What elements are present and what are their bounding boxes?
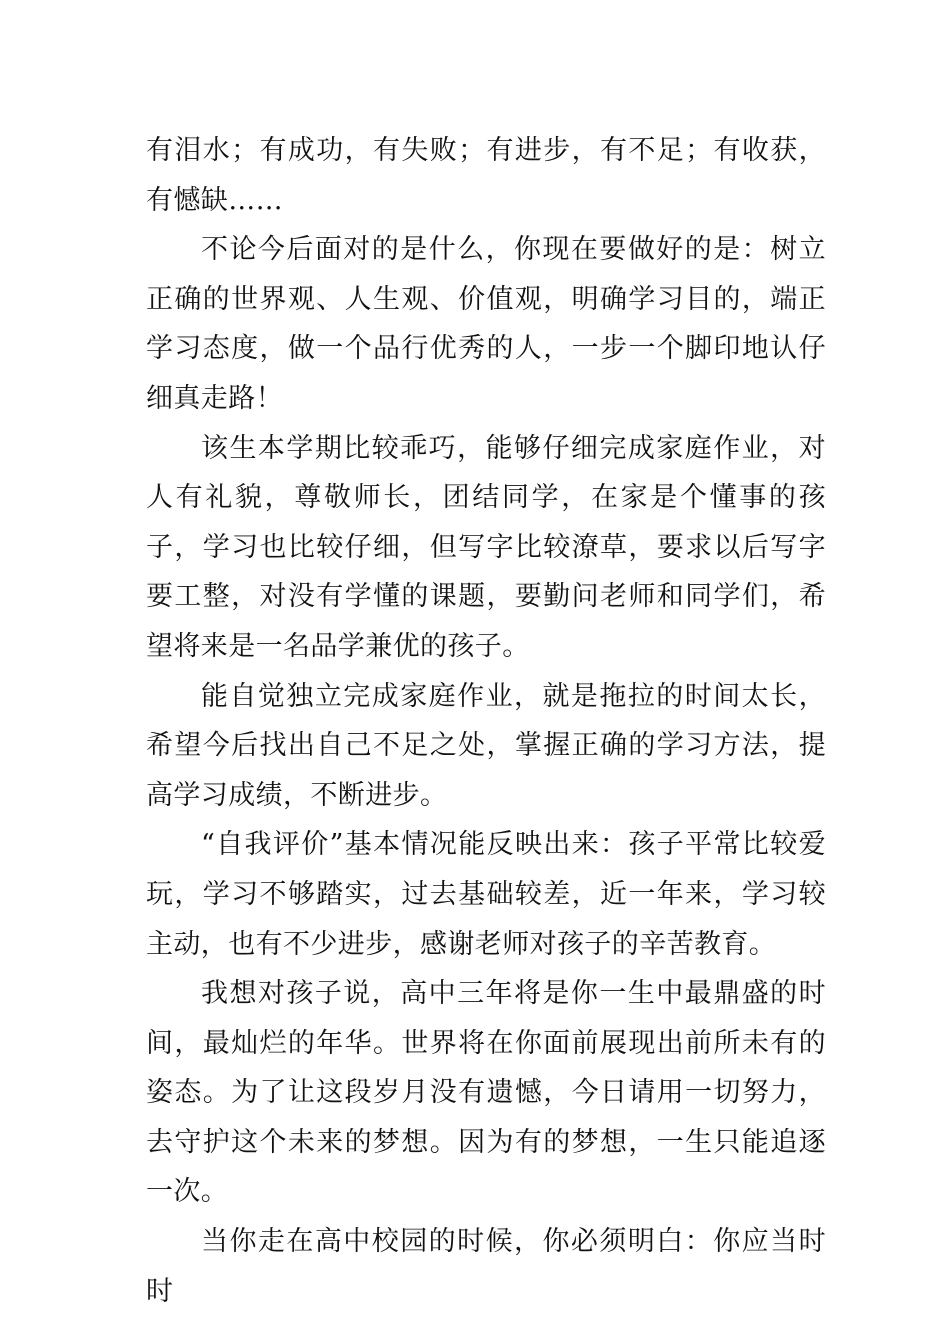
paragraph-6: 我想对孩子说，高中三年将是你一生中最鼎盛的时间，最灿烂的年华。世界将在你面前展现出前所未有的姿态。为了让这段岁月没有遗憾，今日请用一切努力，去守护这个未来的梦想。因为有的梦想，一生只能追逐一次。	[146, 978, 826, 1208]
paragraph-4: 能自觉独立完成家庭作业，就是拖拉的时间太长，希望今后找出自己不足之处，掌握正确的学习方法，提高学习成绩，不断进步。	[146, 680, 826, 811]
paragraph-2: 不论今后面对的是什么，你现在要做好的是：树立正确的世界观、人生观、价值观，明确学习目的，端正学习态度，做一个品行优秀的人，一步一个脚印地认仔细真走路！	[146, 234, 826, 414]
document-body	[146, 126, 826, 1316]
paragraph-3: 该生本学期比较乖巧，能够仔细完成家庭作业，对人有礼貌，尊敬师长，团结同学，在家是个懂事的孩子，学习也比较仔细，但写字比较潦草，要求以后写字要工整，对没有学懂的课题，要勤问老师和同学们，希望将来是一名品学兼优的孩子。	[146, 432, 826, 662]
paragraph-7: 当你走在高中校园的时候，你必须明白：你应当时时	[146, 1226, 826, 1307]
paragraph-5: “自我评价”基本情况能反映出来：孩子平常比较爱玩，学习不够踏实，过去基础较差，近一年来，学习较主动，也有不少进步，感谢老师对孩子的辛苦教育。	[146, 829, 826, 960]
paragraph-1: 有泪水；有成功，有失败；有进步，有不足；有收获，有憾缺……	[146, 135, 826, 216]
